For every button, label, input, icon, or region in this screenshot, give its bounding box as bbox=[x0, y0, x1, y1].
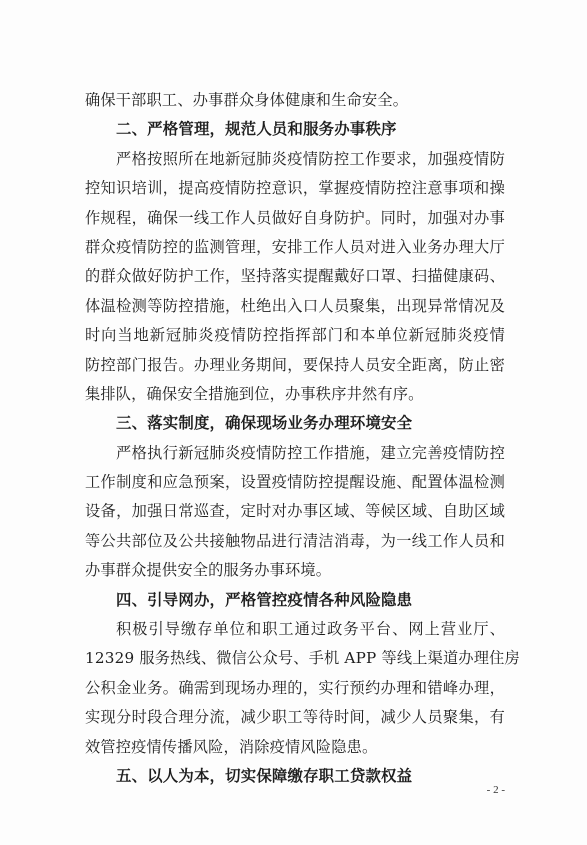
paragraph-line: 积极引导缴存单位和职工通过政务平台、网上营业厅、 bbox=[116, 620, 505, 639]
paragraph-line: 时向当地新冠肺炎疫情防控指挥部门和本单位新冠肺炎疫情 bbox=[85, 326, 505, 345]
paragraph-line: 效管控疫情传播风险，消除疫情风险隐患。 bbox=[85, 737, 378, 756]
paragraph-line: 控知识培训，提高疫情防控意识，掌握疫情防控注意事项和操 bbox=[85, 179, 505, 198]
paragraph-line: 严格执行新冠肺炎疫情防控工作措施，建立完善疫情防控 bbox=[116, 443, 505, 462]
paragraph-line: 群众疫情防控的监测管理，安排工作人员对进入业务办理大厅 bbox=[85, 237, 505, 256]
section-heading: 三、落实制度，确保现场业务办理环境安全 bbox=[116, 414, 413, 433]
paragraph-line: 作规程，确保一线工作人员做好自身防护。同时，加强对办事 bbox=[85, 208, 505, 227]
paragraph-line: 等公共部位及公共接触物品进行清洁消毒，为一线工作人员和 bbox=[85, 531, 505, 550]
paragraph-line: 确保干部职工、办事群众身体健康和生命安全。 bbox=[85, 91, 409, 109]
page-number: - 2 - bbox=[486, 784, 505, 796]
paragraph-line: 的群众做好防护工作，坚持落实提醒戴好口罩、扫描健康码、 bbox=[85, 267, 505, 286]
paragraph-line: 实现分时段合理分流，减少职工等待时间，减少人员聚集，有 bbox=[85, 708, 505, 727]
paragraph-line: 体温检测等防控措施，杜绝出入口人员聚集，出现异常情况及 bbox=[85, 296, 505, 315]
document-body bbox=[85, 86, 520, 791]
paragraph-line: 严格按照所在地新冠肺炎疫情防控工作要求，加强疫情防 bbox=[116, 149, 505, 168]
paragraph-line: 集排队，确保安全措施到位，办事秩序井然有序。 bbox=[85, 384, 424, 403]
paragraph-line: 防控部门报告。办理业务期间，要保持人员安全距离，防止密 bbox=[85, 355, 505, 374]
paragraph-line: 设备，加强日常巡查，定时对办事区域、等候区域、自助区域 bbox=[85, 502, 505, 521]
paragraph-line: 公积金业务。确需到现场办理的，实行预约办理和错峰办理， bbox=[85, 678, 505, 697]
paragraph-line: 工作制度和应急预案，设置疫情防控提醒设施、配置体温检测 bbox=[85, 473, 505, 492]
paragraph-line: 办事群众提供安全的服务办事环境。 bbox=[85, 561, 332, 580]
section-heading: 二、严格管理，规范人员和服务办事秩序 bbox=[116, 120, 397, 139]
section-heading: 五、以人为本，切实保障缴存职工贷款权益 bbox=[116, 766, 413, 785]
section-heading: 四、引导网办，严格管控疫情各种风险隐患 bbox=[116, 590, 413, 609]
paragraph-line: 12329 服务热线、微信公众号、手机 APP 等线上渠道办理住房 bbox=[85, 649, 520, 668]
